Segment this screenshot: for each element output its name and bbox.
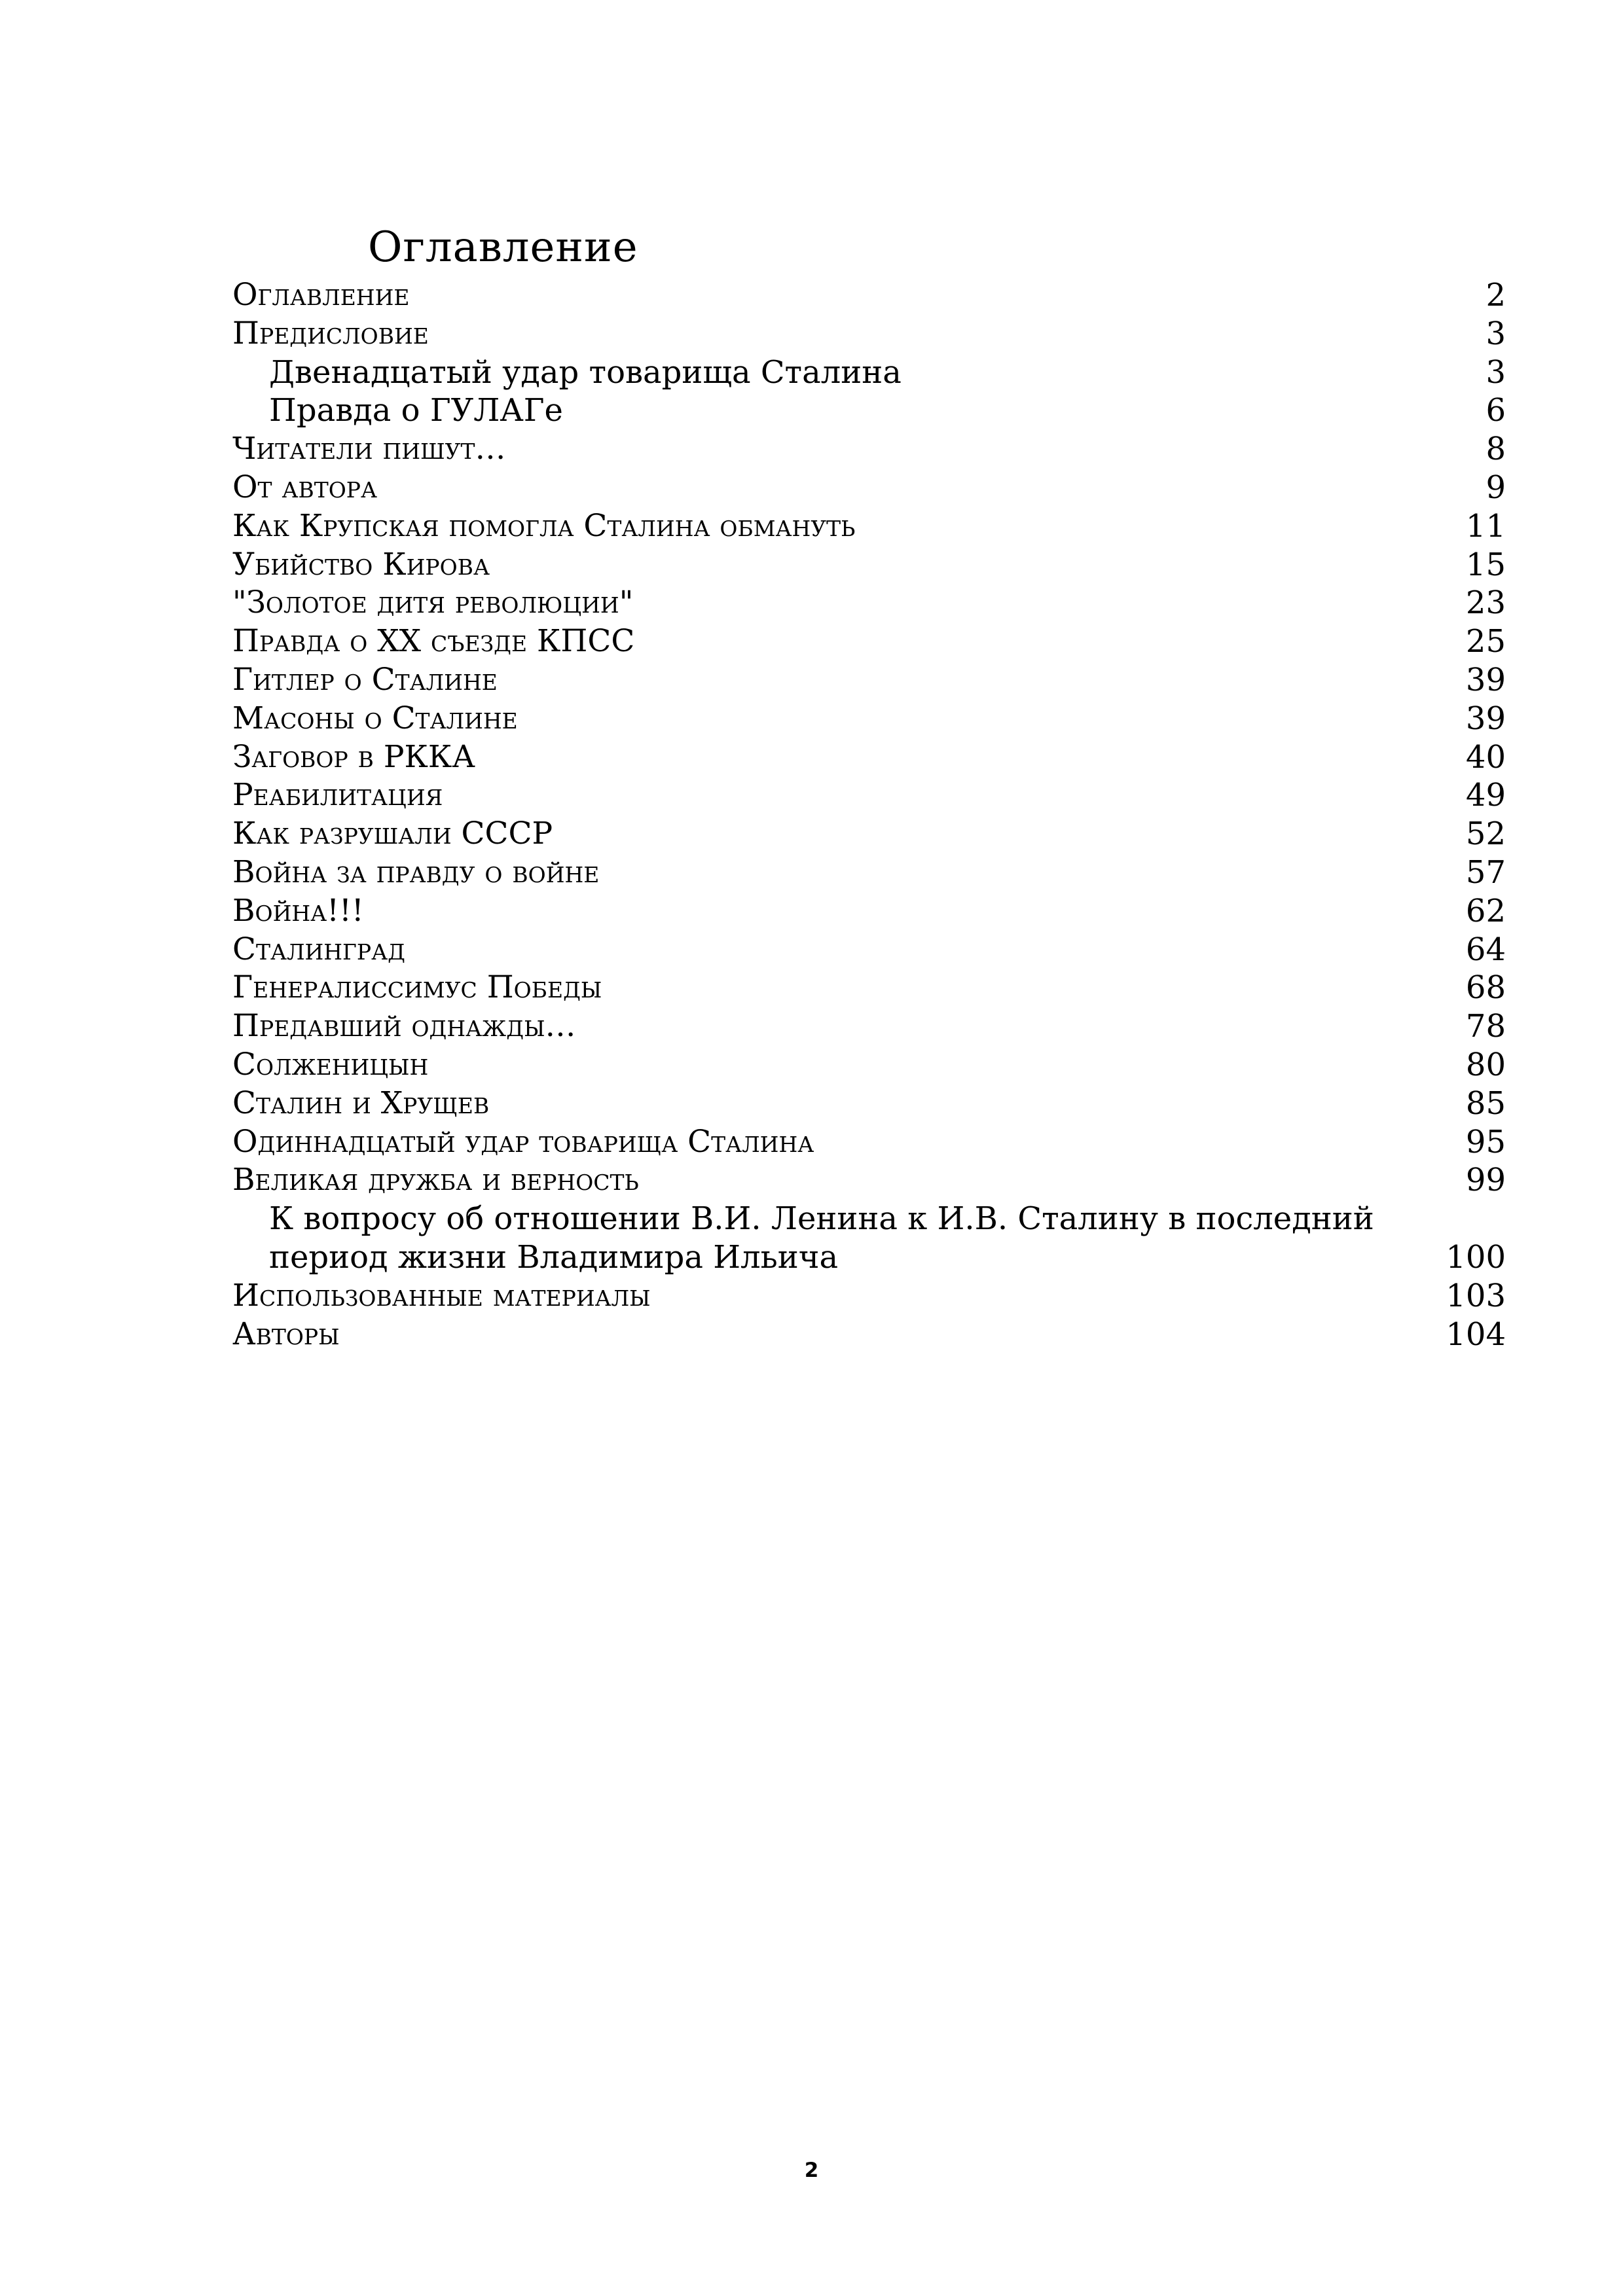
toc-entry-title: Гитлер о Сталине [232, 661, 498, 698]
toc-entry[interactable] [232, 391, 1506, 430]
toc-entry-page: 40 [1465, 738, 1506, 776]
toc-entry-title: Предисловие [232, 315, 429, 351]
toc-entry[interactable] [232, 315, 1506, 353]
toc-entry-page: 57 [1465, 853, 1506, 891]
toc-entry-title: Как Крупская помогла Сталина обмануть [232, 507, 856, 544]
toc-entry-title: Авторы [232, 1316, 340, 1352]
toc-entry-page: 15 [1465, 546, 1506, 583]
toc-entry-title: Убийство Кирова [232, 546, 490, 583]
toc-entry-title: Как разрушали СССР [232, 816, 553, 852]
toc-entry-title: От автора [232, 469, 377, 505]
toc-entry-page: 49 [1465, 777, 1506, 814]
toc-entry-title: Солженицын [232, 1046, 429, 1083]
toc-entry-title: К вопросу об отношении В.И. Ленина к И.В. Сталину в последний период жизни Владимира Ильича [269, 1200, 1374, 1276]
toc-entry-title: Правда о ГУЛАГе [269, 392, 563, 429]
toc-entry-title: Двенадцатый удар товарища Сталина [269, 353, 902, 391]
toc-entry[interactable] [232, 738, 1506, 777]
toc-entry-title: Масоны о Сталине [232, 700, 518, 736]
toc-entry[interactable] [232, 353, 1506, 392]
toc-entry-page: 103 [1446, 1277, 1506, 1314]
toc-entry-title: Заговор в РККА [232, 738, 475, 775]
toc-entry-page: 39 [1465, 700, 1506, 737]
toc-entry-title: Предавший однажды… [232, 1008, 576, 1045]
toc-entry-title: Использованные материалы [232, 1277, 651, 1314]
toc-entry-page: 11 [1465, 507, 1506, 545]
toc-entry[interactable] [232, 1046, 1506, 1085]
toc-entry-title: Война за правду о войне [232, 853, 600, 890]
toc-entry[interactable] [232, 276, 1506, 315]
toc-entry-page: 104 [1446, 1316, 1506, 1353]
toc-entry[interactable] [232, 1316, 1506, 1354]
toc-entry-page: 78 [1465, 1008, 1506, 1045]
toc-entry-page: 64 [1465, 931, 1506, 968]
toc-entry[interactable] [232, 1277, 1506, 1316]
toc-entry-page: 95 [1465, 1123, 1506, 1160]
toc-entry-page: 8 [1486, 431, 1506, 468]
toc-entry[interactable] [232, 469, 1506, 507]
toc-entry-page: 23 [1465, 584, 1506, 622]
toc-entry-page: 80 [1465, 1046, 1506, 1083]
toc-entry-page: 3 [1486, 315, 1506, 352]
toc-entry[interactable] [232, 584, 1506, 622]
toc-entry-title: Оглавление [232, 277, 410, 313]
toc-entry-title: Читатели пишут… [232, 431, 506, 467]
toc-entry-title: Реабилитация [232, 777, 443, 814]
toc-entry[interactable] [232, 622, 1506, 661]
toc-entry-page: 100 [1446, 1238, 1506, 1276]
toc-entry-page: 85 [1465, 1085, 1506, 1122]
toc-entry[interactable] [232, 1161, 1506, 1200]
toc-entry[interactable] [232, 430, 1506, 469]
toc-entry-page: 25 [1465, 623, 1506, 660]
toc-entry[interactable] [232, 776, 1506, 815]
toc-entry-page: 68 [1465, 969, 1506, 1007]
toc-entry[interactable] [232, 1123, 1506, 1162]
toc-entry-title: Одиннадцатый удар товарища Сталина [232, 1123, 814, 1160]
toc-entry[interactable] [232, 661, 1506, 700]
toc-entry-page: 62 [1465, 892, 1506, 929]
toc-entry[interactable] [232, 892, 1506, 931]
toc-entry-title: "Золотое дитя революции" [232, 584, 634, 621]
toc-entry-page: 9 [1486, 469, 1506, 506]
toc-entry-page: 2 [1486, 277, 1506, 314]
toc-entry-page: 52 [1465, 816, 1506, 853]
toc-entry-title: Генералиссимус Победы [232, 969, 602, 1006]
toc-entry[interactable] [232, 1200, 1506, 1277]
toc-entry-title: Правда о XX съезде КПСС [232, 623, 635, 660]
toc-entry-title: Война!!! [232, 892, 364, 929]
toc-title: Оглавление [368, 223, 638, 272]
toc-entry[interactable] [232, 815, 1506, 853]
toc-entry-title: Великая дружба и верность [232, 1162, 639, 1198]
page-number: 2 [804, 2159, 819, 2182]
toc-entry-page: 39 [1465, 661, 1506, 698]
toc-entry-title: Сталинград [232, 931, 405, 967]
toc-entry[interactable] [232, 700, 1506, 738]
toc-entry-title: Сталин и Хрущев [232, 1085, 490, 1121]
toc-entry[interactable] [232, 931, 1506, 969]
toc-entry[interactable] [232, 546, 1506, 584]
toc-entry[interactable] [232, 507, 1506, 546]
toc-entry[interactable] [232, 1085, 1506, 1123]
toc-entry[interactable] [232, 1007, 1506, 1046]
table-of-contents [232, 276, 1506, 1354]
toc-entry-page: 99 [1465, 1162, 1506, 1199]
toc-entry-page: 6 [1486, 392, 1506, 429]
toc-entry[interactable] [232, 969, 1506, 1007]
toc-entry-page: 3 [1486, 353, 1506, 391]
toc-entry[interactable] [232, 853, 1506, 892]
